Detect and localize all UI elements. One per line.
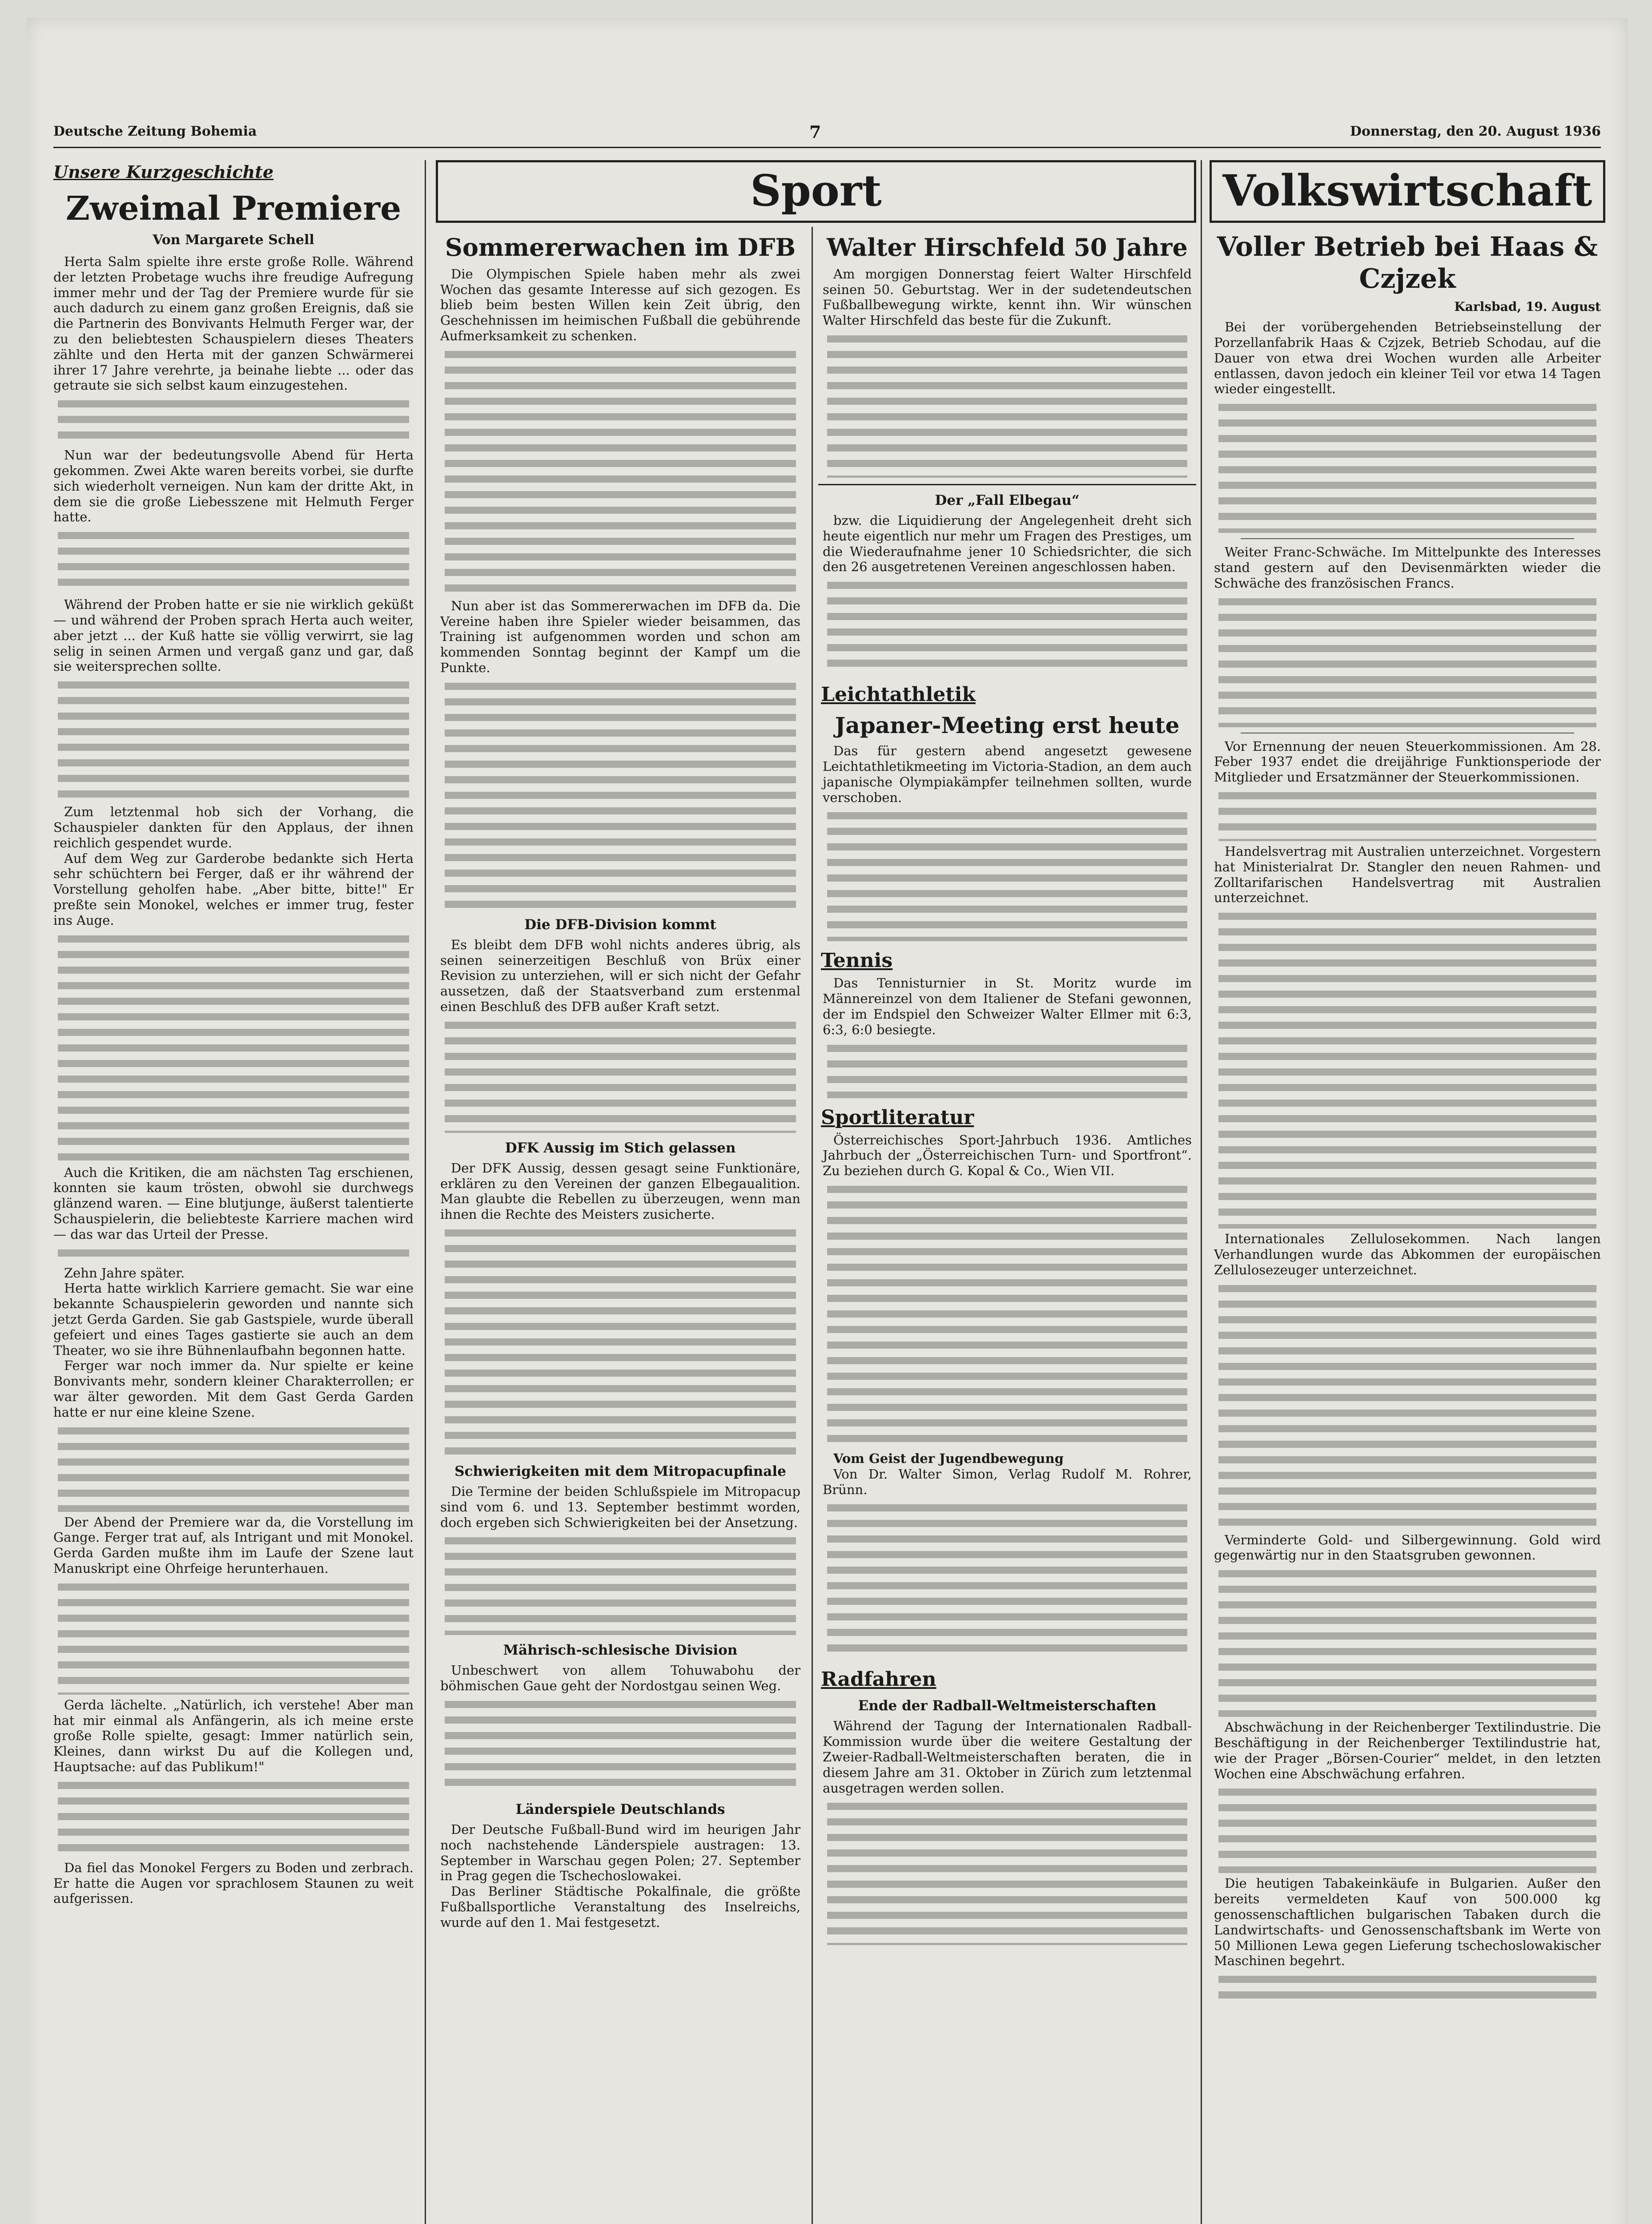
text-block (827, 1798, 1187, 1945)
economy-section (1210, 160, 1605, 2224)
story-paragraph: Da fiel das Monokel Fergers zu Boden und zerbrach. Er hatte die Augen vor sprachlosem Staunen zu weit aufgerissen. (53, 1860, 414, 1906)
story-paragraph: Herta Salm spielte ihre erste große Rolle. Während der letzten Probetage wuchs ihre freudige Aufregung immer mehr und der Tag der Premiere wurde für sie auch dadurch zu einem ganz großen Ereignis, daß sie die Partnerin des Bonvivants Helmuth Ferger war, der zu den beliebtesten Schauspielern dieses Theaters zählte und den Herta mit der ganzen Schwärmerei ihrer 17 Jahre verehrte, ja beinahe liebte ... oder das getraute sie sich selbst kaum einzugestehen. (53, 254, 414, 393)
text-block (445, 346, 796, 596)
section-leichtathletik: Leichtathletik (821, 683, 976, 706)
text-block (58, 931, 409, 1162)
article-paragraph: Die Termine der beiden Schlußspiele im Mitropacup sind vom 6. und 13. September bestimmt worden, doch ergeben sich Schwierigkeiten bei der Ansetzung. (440, 1483, 800, 1530)
article-body (440, 937, 800, 1133)
story-paragraph: Gerda lächelte. „Natürlich, ich verstehe! Aber man hat mir einmal als Anfängerin, als ich meine erste große Rolle spielte, gesagt: Immer natürlich sein, Kleines, dann wirkst Du auf die Kollegen und, Hauptsache: auf das Publikum!" (53, 1697, 414, 1774)
article-paragraph: Weiter Franc-Schwäche. Im Mittelpunkte des Interesses stand gestern auf den Devisenmärkten wieder die Schwäche des französischen Francs. (1214, 544, 1601, 591)
article-paragraph: Das Tennisturnier in St. Moritz wurde im Männereinzel von dem Italiener de Stefani gewonnen, der im Endspiel den Schweizer Walter Ellmer mit 6:3, 6:3, 6:0 besiegte. (823, 975, 1192, 1037)
article-paragraph: Vom Geist der Jugendbewegung (833, 1450, 1064, 1466)
economy-headline: Voller Betrieb bei Haas & Czjzek (1217, 231, 1598, 295)
text-block (827, 808, 1187, 941)
story-kicker: Unsere Kurzgeschichte (53, 162, 274, 182)
article-paragraph: Das Berliner Städtische Pokalfinale, die größte Fußballsportliche Veranstaltung des Inselreichs, wurde auf den 1. Mai festgesetzt. (440, 1884, 800, 1930)
text-block (445, 1696, 796, 1794)
article-paragraph: Handelsvertrag mit Australien unterzeichnet. Vorgestern hat Ministerialrat Dr. Stangler den neuen Rahmen- und Zolltarifarischen Handelsvertrag mit Australien unterzeichnet. (1214, 843, 1601, 906)
sport-right-column (818, 227, 1196, 2224)
text-block (1218, 908, 1596, 1229)
newspaper-name: Deutsche Zeitung Bohemia (53, 124, 257, 139)
subhead-dfb-division: Die DFB-Division kommt (524, 916, 716, 933)
article-paragraph: Während der Tagung der Internationalen Radball-Kommission wurde über die weitere Gestaltung der Zweier-Radball-Weltmeisterschaften beraten, die in diesem Jahre am 31. Oktober in Zürich zum letztenmal ausgetragen werden sollen. (823, 1718, 1192, 1796)
subhead-division: Mährisch-schlesische Division (503, 1642, 738, 1659)
article-paragraph: Die heutigen Tabakeinkäufe in Bulgarien. Außer den bereits vermeldeten Kauf von 500.000 kg genossenschaftlichen bulgarischen Tabaken durch die Landwirtschafts- und Genossenschaftsbank im Werte von 50 Millionen Lewa gegen Lieferung tschechoslowakischer Maschinen begehrt. (1214, 1876, 1601, 1969)
story-column (49, 160, 418, 2224)
sport-left-column (436, 227, 805, 2224)
text-block (1218, 594, 1596, 727)
sport-headline-dfb: Sommererwachen im DFB (445, 233, 796, 262)
story-paragraph: Nun war der bedeutungsvolle Abend für Herta gekommen. Zwei Akte waren bereits vorbei, sie durfte sich wiederholt verneigen. Nun kam der dritte Akt, in dem sie die große Liebesszene mit Helmuth Ferger hatte. (53, 447, 414, 525)
text-block (58, 1777, 409, 1857)
newspaper-page (27, 18, 1628, 2224)
text-block (827, 331, 1187, 478)
story-paragraph: Zehn Jahre später. (64, 1265, 185, 1281)
article-paragraph: Österreichisches Sport-Jahrbuch 1936. Amtliches Jahrbuch der „Österreichischen Turn- und Sportfront“. Zu beziehen durch G. Kopal & Co., Wien VII. (823, 1132, 1192, 1179)
sport-dfb-body (440, 266, 800, 910)
article-body (440, 1822, 800, 1930)
article-paragraph: Es bleibt dem DFB wohl nichts anderes übrig, als seinen seinerzeitigen Beschluß von Brüx einer Revision zu unterziehen, will er sich nicht der Gefahr aussetzen, daß der Staatsverband zum erstenmal einen Beschluß des DFB außer Kraft setzt. (440, 937, 800, 1014)
article-paragraph: Am morgigen Donnerstag feiert Walter Hirschfeld seinen 50. Geburtstag. Wer in der sudetendeutschen Fußballbewegung wirkte, kennt ihn. Wir wünschen Walter Hirschfeld das beste für die Zukunft. (823, 266, 1192, 328)
text-block (827, 1181, 1187, 1448)
article-body (440, 1663, 800, 1794)
article-paragraph: Der Deutsche Fußball-Bund wird im heurigen Jahr noch nachstehende Länderspiele austragen: 13. September in Warschau gegen Polen; 27. September in Prag gegen die Tschechoslowakei. (440, 1821, 800, 1884)
article-paragraph: Verminderte Gold- und Silbergewinnung. Gold wird gegenwärtig nur in den Staatsgruben gewonnen. (1214, 1532, 1601, 1563)
text-block (827, 1040, 1187, 1098)
page-header (53, 120, 1601, 148)
article-paragraph: Die Olympischen Spiele haben mehr als zwei Wochen das gesamte Interesse auf sich gezogen. Es blieb beim besten Willen kein Zeit übrig, den Geschehnissen im heimischen Fußball die gebührende Aufmerksamkeit zu schenken. (440, 266, 800, 343)
text-block (445, 1225, 796, 1456)
section-radfahren: Radfahren (821, 1668, 937, 1691)
article-paragraph: bzw. die Liquidierung der Angelegenheit dreht sich heute eigentlich nur mehr um Fragen des Prestiges, um die Wiederaufnahme jener 10 Schiedsrichter, die sich den 26 ausgetretenen Vereinen angeschlossen haben. (823, 512, 1192, 575)
story-paragraph: Auf dem Weg zur Garderobe bedankte sich Herta sehr schüchtern bei Ferger, daß er ihr während der Vorstellung geholfen habe. „Aber bitte, bitte!" Er preßte sein Monokel, welches er immer trug, fester ins Auge. (53, 850, 414, 928)
article-body (823, 975, 1192, 1098)
article-paragraph: Internationales Zellulosekommen. Nach langen Verhandlungen wurde das Abkommen der europäischen Zellulosezeuger unterzeichnet. (1214, 1231, 1601, 1277)
issue-date: Donnerstag, den 20. August 1936 (1350, 124, 1601, 139)
story-byline: Von Margarete Schell (153, 232, 314, 248)
story-paragraph: Der Abend der Premiere war da, die Vorstellung im Gange. Ferger trat auf, als Intrigant und mit Monokel. Gerda Garden mußte ihm im Laufe der Szene laut Manuskript eine Ohrfeige herunterhauen. (53, 1514, 414, 1576)
article-body (823, 1718, 1192, 1945)
article-paragraph: Der DFK Aussig, dessen gesagt seine Funktionäre, erklären zu den Vereinen der ganzen Elbegaualition. Man glaubte die Rebellen zu überzeugen, wenn man ihnen die Rechte des Meisters zusicherte. (440, 1160, 800, 1222)
article-body (823, 266, 1192, 478)
text-block (58, 1245, 409, 1263)
text-block (827, 1500, 1187, 1660)
article-paragraph: Nun aber ist das Sommererwachen im DFB da. Die Vereine haben ihre Spieler wieder beisammen, das Training ist aufgenommen worden und schon am kommenden Sonntag beginnt der Kampf um die Punkte. (440, 598, 800, 675)
story-paragraph: Während der Proben hatte er sie nie wirklich geküßt — und während der Proben sprach Herta auch weiter, aber jetzt ... der Kuß hatte sie völlig verwirrt, sie lag selig in seinen Armen und vergaß ganz und gar, daß sie weitersprechen sollte. (53, 597, 414, 674)
text-block (445, 1533, 796, 1635)
separator (818, 484, 1196, 485)
economy-dateline: Karlsbad, 19. August (1454, 299, 1601, 314)
section-sportliteratur: Sportliteratur (821, 1106, 974, 1129)
article-paragraph: Von Dr. Walter Simon, Verlag Rudolf M. Rohrer, Brünn. (823, 1466, 1192, 1497)
economy-section-title: Volkswirtschaft (1210, 160, 1605, 223)
separator (1241, 538, 1574, 539)
article-body (440, 1484, 800, 1635)
story-paragraph: Herta hatte wirklich Karriere gemacht. Sie war eine bekannte Schauspielerin geworden und nannte sich jetzt Gerda Garden. Sie gab Gastspiele, wurde überall gefeiert und eines Tages gastierte sie auch an dem Theater, wo sie ihre Bühnenlaufbahn begonnen hatte. (53, 1281, 414, 1358)
article-body (823, 513, 1192, 675)
article-paragraph: Das für gestern abend angesetzt gewesene Leichtathletikmeeting im Victoria-Stadion, an dem auch japanische Olympiakämpfer teilnehmen sollten, wurde verschoben. (823, 743, 1192, 805)
text-block (58, 1579, 409, 1695)
text-block (827, 577, 1187, 675)
article-paragraph: Vor Ernennung der neuen Steuerkommissionen. Am 28. Feber 1937 endet die dreijährige Funktionsperiode der Mitglieder und Ersatzmänner der Steuerkommissionen. (1214, 738, 1601, 785)
text-block (1218, 1971, 1596, 2007)
column-divider (812, 227, 813, 2224)
sport-section (436, 160, 1196, 2224)
article-body (823, 1132, 1192, 1660)
text-block (58, 396, 409, 445)
story-title: Zweimal Premiere (65, 189, 402, 228)
story-paragraph: Auch die Kritiken, die am nächsten Tag erschienen, konnten sie kaum trösten, obwohl sie durchwegs glänzend waren. — Eine blutjunge, äußerst talentierte Schauspielerin, die beliebteste Karriere machen wird — das war das Urteil der Presse. (53, 1164, 414, 1242)
article-paragraph: Unbeschwert von allem Tohuwabohu der böhmischen Gaue geht der Nordostgau seinen Weg. (440, 1663, 800, 1694)
story-body (53, 254, 414, 1906)
subhead-radball: Ende der Radball-Weltmeisterschaften (858, 1698, 1157, 1714)
text-block (1218, 1784, 1596, 1873)
text-block (1218, 1281, 1596, 1530)
subhead-laenderspiele: Länderspiele Deutschlands (515, 1801, 725, 1817)
subhead-fall-elbegau: Der „Fall Elbegau“ (935, 492, 1080, 508)
column-divider (425, 160, 426, 2224)
economy-body (1214, 319, 1601, 2007)
article-body (823, 743, 1192, 941)
text-block (1218, 1566, 1596, 1717)
text-block (58, 528, 409, 594)
headline-japaner-meeting: Japaner-Meeting erst heute (835, 712, 1180, 739)
article-body (440, 1160, 800, 1456)
section-tennis: Tennis (821, 949, 893, 972)
text-block (445, 1017, 796, 1133)
story-paragraph: Ferger war noch immer da. Nur spielte er keine Bonvivants mehr, sondern kleiner Charakterrollen; er war älter geworden. Mit dem Gast Gerda Garden hatte er nur eine kleine Szene. (53, 1358, 414, 1420)
text-block (58, 677, 409, 802)
article-paragraph: Abschwächung in der Reichenberger Textilindustrie. Die Beschäftigung in der Reichenberger Textilindustrie hat, wie der Prager „Börsen-Courier“ meldet, in den letzten Wochen eine Abschwächung erfahren. (1214, 1720, 1601, 1781)
sport-section-title: Sport (436, 160, 1196, 223)
subhead-dfk-aussig: DFK Aussig im Stich gelassen (505, 1140, 736, 1156)
text-block (58, 1423, 409, 1512)
subhead-mitropacup: Schwierigkeiten mit dem Mitropacupfinale (454, 1463, 786, 1479)
sport-headline-hirschfeld: Walter Hirschfeld 50 Jahre (827, 233, 1188, 262)
text-block (1218, 788, 1596, 841)
column-divider (1201, 160, 1202, 2224)
story-paragraph: Zum letztenmal hob sich der Vorhang, die Schauspieler dankten für den Applaus, der ihnen reichlich gespendet wurde. (53, 804, 414, 850)
text-block (445, 678, 796, 910)
text-block (1218, 399, 1596, 533)
page-number: 7 (809, 122, 821, 142)
article-paragraph: Bei der vorübergehenden Betriebseinstellung der Porzellanfabrik Haas & Czjzek, Betrieb Schodau, auf die Dauer von etwa drei Wochen wurden alle Arbeiter entlassen, davon jedoch ein kleiner Teil vor etwa 14 Tagen wieder eingestellt. (1214, 319, 1601, 397)
